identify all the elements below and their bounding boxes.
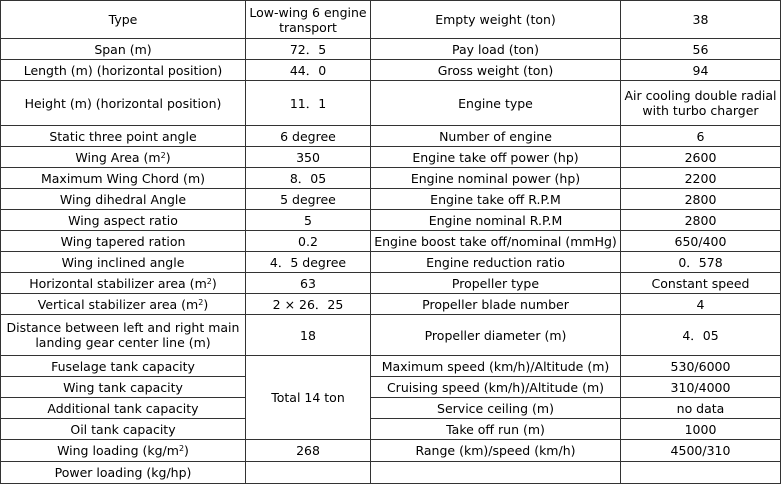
spec-value bbox=[246, 462, 371, 484]
spec-value: 268 bbox=[246, 440, 371, 462]
spec-value: 56 bbox=[621, 39, 781, 60]
spec-value bbox=[621, 462, 781, 484]
spec-label: Wing dihedral Angle bbox=[1, 189, 246, 210]
spec-value: 350 bbox=[246, 147, 371, 168]
spec-value: 650/400 bbox=[621, 231, 781, 252]
spec-label: Engine nominal power (hp) bbox=[371, 168, 621, 189]
spec-label: Fuselage tank capacity bbox=[1, 356, 246, 377]
spec-label: Wing Area $(m^2)$ bbox=[1, 147, 246, 168]
spec-label: Propeller blade number bbox=[371, 294, 621, 315]
table-row bbox=[1, 356, 781, 377]
spec-label: Propeller type bbox=[371, 273, 621, 294]
spec-value: no data bbox=[621, 398, 781, 419]
spec-label: Additional tank capacity bbox=[1, 398, 246, 419]
spec-value: 2800 bbox=[621, 189, 781, 210]
spec-label: Wing loading $(kg/m^2)$ bbox=[1, 440, 246, 462]
spec-value: 94 bbox=[621, 60, 781, 81]
table-row bbox=[1, 462, 781, 484]
table-row bbox=[1, 147, 781, 168]
spec-value: 11．1 bbox=[246, 81, 371, 126]
table-row bbox=[1, 440, 781, 462]
spec-label: Span (m) bbox=[1, 39, 246, 60]
spec-label: Gross weight (ton) bbox=[371, 60, 621, 81]
spec-label: Maximum speed (km/h)/Altitude (m) bbox=[371, 356, 621, 377]
spec-value: 2200 bbox=[621, 168, 781, 189]
table-row bbox=[1, 39, 781, 60]
table-row bbox=[1, 315, 781, 356]
spec-label: Engine type bbox=[371, 81, 621, 126]
spec-value: 18 bbox=[246, 315, 371, 356]
spec-value: 6 degree bbox=[246, 126, 371, 147]
spec-value: 5 degree bbox=[246, 189, 371, 210]
table-row bbox=[1, 210, 781, 231]
spec-value: 310/4000 bbox=[621, 377, 781, 398]
spec-label: Static three point angle bbox=[1, 126, 246, 147]
spec-label: Range (km)/speed (km/h) bbox=[371, 440, 621, 462]
table-row bbox=[1, 273, 781, 294]
spec-label: Propeller diameter (m) bbox=[371, 315, 621, 356]
spec-value: 38 bbox=[621, 1, 781, 39]
spec-value: 4500/310 bbox=[621, 440, 781, 462]
spec-value: Low-wing 6 engine transport bbox=[246, 1, 371, 39]
table-row bbox=[1, 231, 781, 252]
spec-label: Wing tapered ration bbox=[1, 231, 246, 252]
table-row bbox=[1, 126, 781, 147]
spec-label: Wing aspect ratio bbox=[1, 210, 246, 231]
table-row bbox=[1, 294, 781, 315]
spec-value: 4．5 degree bbox=[246, 252, 371, 273]
spec-value: 72．5 bbox=[246, 39, 371, 60]
table-row bbox=[1, 252, 781, 273]
spec-label: Engine reduction ratio bbox=[371, 252, 621, 273]
spec-label: Engine take off R.P.M bbox=[371, 189, 621, 210]
table-row bbox=[1, 60, 781, 81]
spec-value: Constant speed bbox=[621, 273, 781, 294]
spec-value: 44．0 bbox=[246, 60, 371, 81]
spec-value: 2 × 26．25 bbox=[246, 294, 371, 315]
spec-value: 2600 bbox=[621, 147, 781, 168]
spec-value: 0．578 bbox=[621, 252, 781, 273]
spec-label: Cruising speed (km/h)/Altitude (m) bbox=[371, 377, 621, 398]
spec-label: Power loading (kg/hp) bbox=[1, 462, 246, 484]
spec-label: Height (m) (horizontal position) bbox=[1, 81, 246, 126]
spec-label: Wing tank capacity bbox=[1, 377, 246, 398]
spec-value: 6 bbox=[621, 126, 781, 147]
spec-label: Distance between left and right main landing gear center line (m) bbox=[1, 315, 246, 356]
table-row bbox=[1, 189, 781, 210]
table-row bbox=[1, 168, 781, 189]
spec-label: Take off run (m) bbox=[371, 419, 621, 440]
table-row bbox=[1, 81, 781, 126]
spec-label: Oil tank capacity bbox=[1, 419, 246, 440]
spec-label: Horizontal stabilizer area $(m^2)$ bbox=[1, 273, 246, 294]
spec-value: Total 14 ton bbox=[246, 356, 371, 440]
table-row bbox=[1, 398, 781, 419]
spec-value: 2800 bbox=[621, 210, 781, 231]
table-row bbox=[1, 1, 781, 39]
spec-value: 63 bbox=[246, 273, 371, 294]
table-row bbox=[1, 377, 781, 398]
spec-value: 4 bbox=[621, 294, 781, 315]
spec-label: Pay load (ton) bbox=[371, 39, 621, 60]
spec-value: 0.2 bbox=[246, 231, 371, 252]
spec-value: Air cooling double radial with turbo charger bbox=[621, 81, 781, 126]
spec-label: Engine take off power (hp) bbox=[371, 147, 621, 168]
spec-value: 5 bbox=[246, 210, 371, 231]
spec-value: 1000 bbox=[621, 419, 781, 440]
spec-label: Maximum Wing Chord (m) bbox=[1, 168, 246, 189]
spec-label bbox=[371, 462, 621, 484]
spec-label: Service ceiling (m) bbox=[371, 398, 621, 419]
table-row bbox=[1, 419, 781, 440]
spec-value: 4．05 bbox=[621, 315, 781, 356]
spec-label: Engine boost take off/nominal (mmHg) bbox=[371, 231, 621, 252]
spec-label: Empty weight (ton) bbox=[371, 1, 621, 39]
spec-label: Number of engine bbox=[371, 126, 621, 147]
spec-label: Vertical stabilizer area $(m^2)$ bbox=[1, 294, 246, 315]
spec-label: Engine nominal R.P.M bbox=[371, 210, 621, 231]
spec-label: Type bbox=[1, 1, 246, 39]
spec-label: Length (m) (horizontal position) bbox=[1, 60, 246, 81]
spec-value: 530/6000 bbox=[621, 356, 781, 377]
spec-value: 8．05 bbox=[246, 168, 371, 189]
spec-label: Wing inclined angle bbox=[1, 252, 246, 273]
